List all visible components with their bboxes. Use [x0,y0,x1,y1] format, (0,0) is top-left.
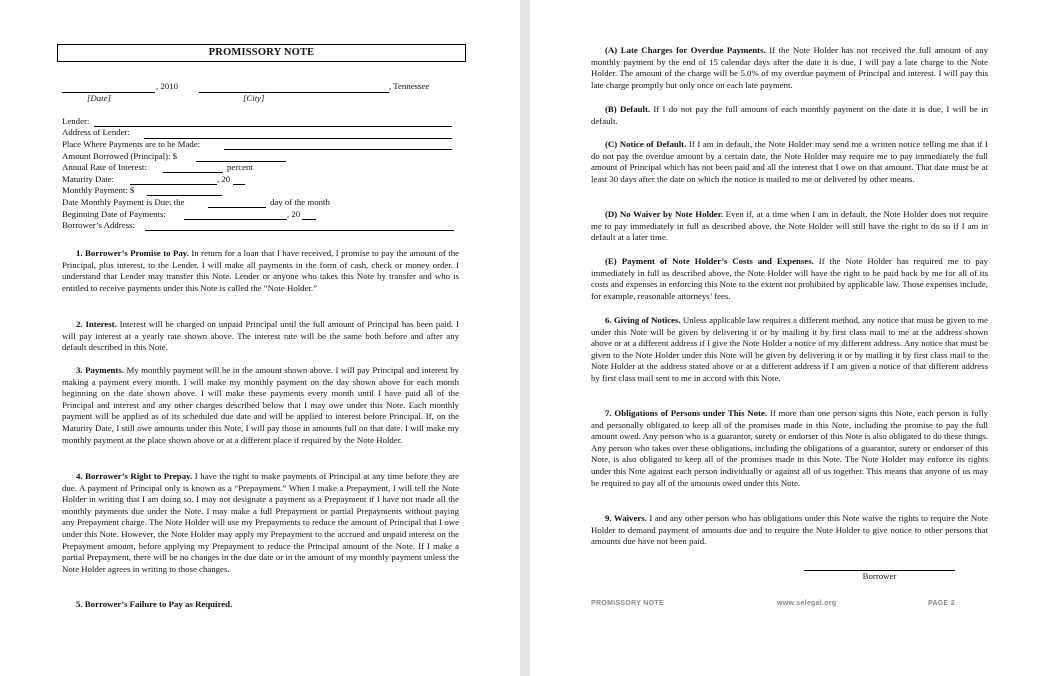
lender-address-label: Address of Lender: [62,127,130,137]
section-heading: 1. Borrower’s Promise to Pay. [76,248,189,258]
percent-text: percent [227,162,253,172]
section-heading: (A) Late Charges for Overdue Payments. [605,45,766,55]
document-title: PROMISSORY NOTE [57,44,466,62]
amount-borrowed-label: Amount Borrowed (Principal): $ [62,151,178,161]
section-body: If I am in default, the Note Holder may send me a written notice telling me that if I do not pay the overdue amount by a certain date, the Note Holder may require me to pay immediately the full amount of Principal which has not been paid and all the interest that I owe on that amount. That date must be at least 30 days after the date on which the notice is mailed to me or delivered by other means. [591,139,988,184]
section-default [591,104,988,127]
maturity-date-blank[interactable] [130,184,217,185]
section-heading: 2. Interest. [76,319,117,329]
section-body: If more than one person signs this Note, each person is fully and personally obligated to keep all of the promises made in this Note, including the promise to pay the full amount owed. Any person who is a guarantor, surety or endorser of this Note is also obligated to do these things. Any person who takes over these obligations, including the obligations of a guarantor, surety or endorser of this Note, is also obligated to keep all of the promises made in this Note. The Note Holder may enforce its rights under this Note against each person individually or against all of us together. This means that anyone of us may be required to pay all of the amounts owed under this Note. [591,408,988,488]
section-heading: (B) Default. [605,104,651,114]
date-year-text: , 2010 [156,81,178,91]
section-late-charges [591,45,988,91]
section-body: I and any other person who has obligations under this Note waive the rights to require the Note Holder to demand payment of amounts due and to require the Note Holder to give notice to other persons that amounts due have not been paid. [591,513,988,547]
signature-caption: Borrower [862,571,897,581]
section-body: If the Note Holder has not received the full amount of any monthly payment by the end of 15 calendar days after the date it is due, I will pay a late charge to the Note Holder. The amount of the charge will be 5.0% of my overdue payment of Principal and interest. I will pay this late charge promptly but only once on each late payment. [591,45,988,90]
day-of-month-text: day of the month [270,197,330,207]
payment-place-blank[interactable] [224,149,452,150]
section-promise-to-pay [62,248,459,294]
section-waivers [591,513,988,548]
section-heading: (C) Notice of Default. [605,139,687,149]
section-heading: (D) No Waiver by Note Holder. [605,209,724,219]
lender-label: Lender: [62,116,90,126]
section-giving-of-notices [591,315,988,385]
section-no-waiver [591,209,988,244]
footer-document-title: PROMISSORY NOTE [591,600,664,607]
document-page-1 [0,0,520,676]
section-heading: 7. Obligations of Persons under This Note. [605,408,768,418]
date-caption: [Date] [87,93,111,103]
beginning-year-text: , 20 [287,209,301,219]
city-caption: [City] [243,93,265,103]
footer-page-number: PAGE 2 [928,600,955,607]
section-notice-of-default [591,139,988,185]
lender-blank[interactable] [94,126,452,127]
section-obligations [591,408,988,489]
beginning-year-blank[interactable] [302,219,316,220]
footer-website: www.selegal.org [777,600,837,607]
section-body: If the Note Holder has required me to pay immediately in full as described above, the Note Holder will have the right to be paid back by me for all of its costs and expenses in enforcing this Note to the extent not prohibited by applicable law. Those expenses include, for example, reasonable attorneys’ fees. [591,256,988,301]
section-heading: 5. Borrower’s Failure to Pay as Required. [76,599,233,609]
section-body: In return for a loan that I have received, I promise to pay the amount of the Principal, plus interest, to the Lender. I will make all payments in the form of cash, check or money order. I understand that Lender may transfer this Note. Lender or anyone who takes this Note by transfer and who is entitled to receive payments under this Note is called the “Note Holder.” [62,248,459,293]
section-heading: 9. Waivers. [605,513,647,523]
payment-due-label: Date Monthly Payment is Due: the [62,197,185,207]
section-body: Interest will be charged on unpaid Principal until the full amount of Principal has been paid. I will pay interest at a yearly rate shown above. The interest rate will be the same both before and after any default described in this Note. [62,319,459,353]
interest-rate-blank[interactable] [163,172,223,173]
beginning-date-blank[interactable] [184,219,287,220]
borrower-address-label: Borrower’s Address: [62,220,135,230]
section-heading: 4. Borrower’s Right to Prepay. [76,471,193,481]
state-text: , Tennessee [389,81,430,91]
maturity-year-blank[interactable] [233,184,245,185]
section-heading: 3. Payments. [76,365,124,375]
section-costs-and-expenses [591,256,988,302]
payment-place-label: Place Where Payments are to be Made: [62,139,201,149]
section-body: Even if, at a time when I am in default, the Note Holder does not require me to pay immediately in full as described above, the Note Holder will still have the right to do so if I am in default at a later time. [591,209,989,243]
monthly-payment-label: Monthly Payment: $ [62,185,135,195]
interest-rate-label: Annual Rate of Interest: [62,162,147,172]
city-blank[interactable] [199,92,389,93]
section-right-to-prepay [62,471,459,575]
section-heading: 6. Giving of Notices. [605,315,681,325]
section-body: I have the right to make payments of Principal at any time before they are due. A payment of Principal only is known as a “Prepayment.” When I make a Prepayment, I will tell the Note Holder in writing that I am doing so. I may not designate a payment as a Prepayment if I have not made all the monthly payments due under the Note. I may make a full Prepayment or partial Prepayments without paying any Prepayment charge. The Note Holder will use my Prepayments to reduce the amount of Principal that I owe under this Note. However, the Note Holder may apply my Prepayment to the accrued and unpaid interest on the Prepayment amount, before applying my Prepayment to reduce the Principal amount of the Note. If I make a partial Prepayment, there will be no changes in the due date or in the amount of my monthly payment unless the Note Holder agrees in writing to those changes. [62,471,460,574]
payment-due-blank[interactable] [208,207,266,208]
section-body: My monthly payment will be in the amount shown above. I will pay Principal and interest by making a payment every month. I will make my monthly payment on the day shown above for each month beginning on the date shown above. I will make these payments every month until I have paid all of the Principal and interest and any other charges described below that I may owe under this Note. Each monthly payment will be applied as of its scheduled due date and will be applied to interest before Principal. If, on the Maturity Date, I still owe amounts under this Note, I will pay those in amounts full on that date. I will make my monthly payment at the place shown above or at a different place if required by the Note Holder. [62,365,459,445]
maturity-year-text: , 20 [217,174,231,184]
section-failure-to-pay [62,599,459,611]
section-body: If I do not pay the full amount of each monthly payment on the date it is due, I will be in default. [591,104,988,126]
document-page-2 [530,0,1050,676]
section-payments [62,365,459,446]
maturity-date-label: Maturity Date: [62,174,115,184]
section-body: Unless applicable law requires a different method, any notice that must be given to me under this Note will be given by delivering it or by mailing it by first class mail to me at the address shown above or at a different address if I give the Note Holder a notice of my different address. Any notice that must be given to the Note Holder under this Note will be given by delivering it or by mailing it by first class mail to the Note Holder at the address stated above or at a different address if I am given a notice of that different address by first class mail sent to me in accord with this Note. [591,315,988,383]
monthly-payment-blank[interactable] [147,195,222,196]
section-heading: (E) Payment of Note Holder’s Costs and Expenses. [605,256,814,266]
beginning-date-label: Beginning Date of Payments: [62,209,166,219]
borrower-address-blank[interactable] [145,230,454,231]
section-interest [62,319,459,354]
